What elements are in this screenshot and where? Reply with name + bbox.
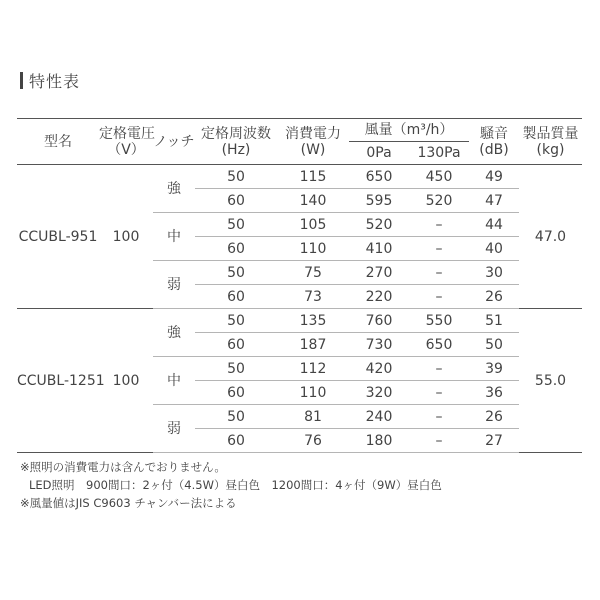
power-cell: 105 xyxy=(277,213,349,237)
power-cell: 187 xyxy=(277,333,349,357)
frequency-cell: 50 xyxy=(195,405,277,429)
frequency-cell: 60 xyxy=(195,189,277,213)
airflow-130pa-cell: 550 xyxy=(409,309,469,333)
power-cell: 112 xyxy=(277,357,349,381)
airflow-0pa-cell: 595 xyxy=(349,189,409,213)
note-airflow-standard: ※風量値はJIS C9603 チャンバー法による xyxy=(20,496,237,510)
header-airflow-130pa: 130Pa xyxy=(409,142,469,165)
notch-cell: 強 xyxy=(153,309,195,357)
airflow-0pa-cell: 420 xyxy=(349,357,409,381)
weight-cell: 47.0 xyxy=(519,165,582,309)
frequency-cell: 50 xyxy=(195,213,277,237)
footnotes xyxy=(20,458,442,512)
noise-cell: 44 xyxy=(469,213,519,237)
power-cell: 75 xyxy=(277,261,349,285)
power-cell: 76 xyxy=(277,429,349,453)
noise-cell: 30 xyxy=(469,261,519,285)
header-frequency: 定格周波数 (Hz) xyxy=(195,119,277,165)
header-noise: 騒音 (dB) xyxy=(469,119,519,165)
airflow-130pa-cell: – xyxy=(409,405,469,429)
noise-cell: 27 xyxy=(469,429,519,453)
frequency-cell: 50 xyxy=(195,357,277,381)
noise-cell: 39 xyxy=(469,357,519,381)
airflow-0pa-cell: 650 xyxy=(349,165,409,189)
power-cell: 135 xyxy=(277,309,349,333)
airflow-130pa-cell: 650 xyxy=(409,333,469,357)
airflow-130pa-cell: – xyxy=(409,285,469,309)
airflow-0pa-cell: 520 xyxy=(349,213,409,237)
airflow-0pa-cell: 730 xyxy=(349,333,409,357)
frequency-cell: 50 xyxy=(195,261,277,285)
airflow-0pa-cell: 220 xyxy=(349,285,409,309)
airflow-0pa-cell: 410 xyxy=(349,237,409,261)
section-heading xyxy=(20,70,80,90)
noise-cell: 49 xyxy=(469,165,519,189)
airflow-0pa-cell: 760 xyxy=(349,309,409,333)
noise-cell: 50 xyxy=(469,333,519,357)
weight-cell: 55.0 xyxy=(519,309,582,453)
header-power: 消費電力 (W) xyxy=(277,119,349,165)
power-cell: 73 xyxy=(277,285,349,309)
noise-cell: 51 xyxy=(469,309,519,333)
header-airflow: 風量（m³/h） xyxy=(349,119,469,142)
frequency-cell: 50 xyxy=(195,165,277,189)
table-row xyxy=(17,165,582,189)
power-cell: 140 xyxy=(277,189,349,213)
airflow-130pa-cell: – xyxy=(409,381,469,405)
noise-cell: 40 xyxy=(469,237,519,261)
notch-cell: 中 xyxy=(153,213,195,261)
frequency-cell: 60 xyxy=(195,429,277,453)
power-cell: 110 xyxy=(277,381,349,405)
noise-cell: 47 xyxy=(469,189,519,213)
noise-cell: 26 xyxy=(469,405,519,429)
airflow-0pa-cell: 320 xyxy=(349,381,409,405)
model-name-cell: CCUBL-1251 xyxy=(17,309,99,453)
voltage-cell: 100 xyxy=(99,165,153,309)
heading-bar xyxy=(20,72,23,89)
notch-cell: 弱 xyxy=(153,405,195,453)
header-notch: ノッチ xyxy=(153,119,195,165)
noise-cell: 36 xyxy=(469,381,519,405)
header-airflow-0pa: 0Pa xyxy=(349,142,409,165)
header-model: 型名 xyxy=(17,119,99,165)
frequency-cell: 50 xyxy=(195,309,277,333)
frequency-cell: 60 xyxy=(195,237,277,261)
note-lighting-power: ※照明の消費電力は含んでおりません。 xyxy=(20,460,226,474)
airflow-130pa-cell: – xyxy=(409,357,469,381)
notch-cell: 弱 xyxy=(153,261,195,309)
noise-cell: 26 xyxy=(469,285,519,309)
power-cell: 115 xyxy=(277,165,349,189)
voltage-cell: 100 xyxy=(99,309,153,453)
power-cell: 81 xyxy=(277,405,349,429)
airflow-130pa-cell: – xyxy=(409,261,469,285)
page-title: 特性表 xyxy=(29,71,81,91)
airflow-130pa-cell: – xyxy=(409,237,469,261)
airflow-0pa-cell: 180 xyxy=(349,429,409,453)
frequency-cell: 60 xyxy=(195,285,277,309)
airflow-130pa-cell: 450 xyxy=(409,165,469,189)
header-weight: 製品質量 (kg) xyxy=(519,119,582,165)
notch-cell: 強 xyxy=(153,165,195,213)
frequency-cell: 60 xyxy=(195,333,277,357)
model-name-cell: CCUBL-951 xyxy=(17,165,99,309)
frequency-cell: 60 xyxy=(195,381,277,405)
table-row xyxy=(17,309,582,333)
airflow-130pa-cell: – xyxy=(409,429,469,453)
header-voltage: 定格電圧 （V） xyxy=(99,119,153,165)
airflow-0pa-cell: 270 xyxy=(349,261,409,285)
header-row xyxy=(17,119,582,142)
airflow-0pa-cell: 240 xyxy=(349,405,409,429)
airflow-130pa-cell: – xyxy=(409,213,469,237)
note-led: LED照明 900間口：2ヶ付（4.5W）昼白色 1200間口：4ヶ付（9W）昼白色 xyxy=(29,478,442,492)
power-cell: 110 xyxy=(277,237,349,261)
airflow-130pa-cell: 520 xyxy=(409,189,469,213)
notch-cell: 中 xyxy=(153,357,195,405)
spec-table xyxy=(17,118,582,453)
